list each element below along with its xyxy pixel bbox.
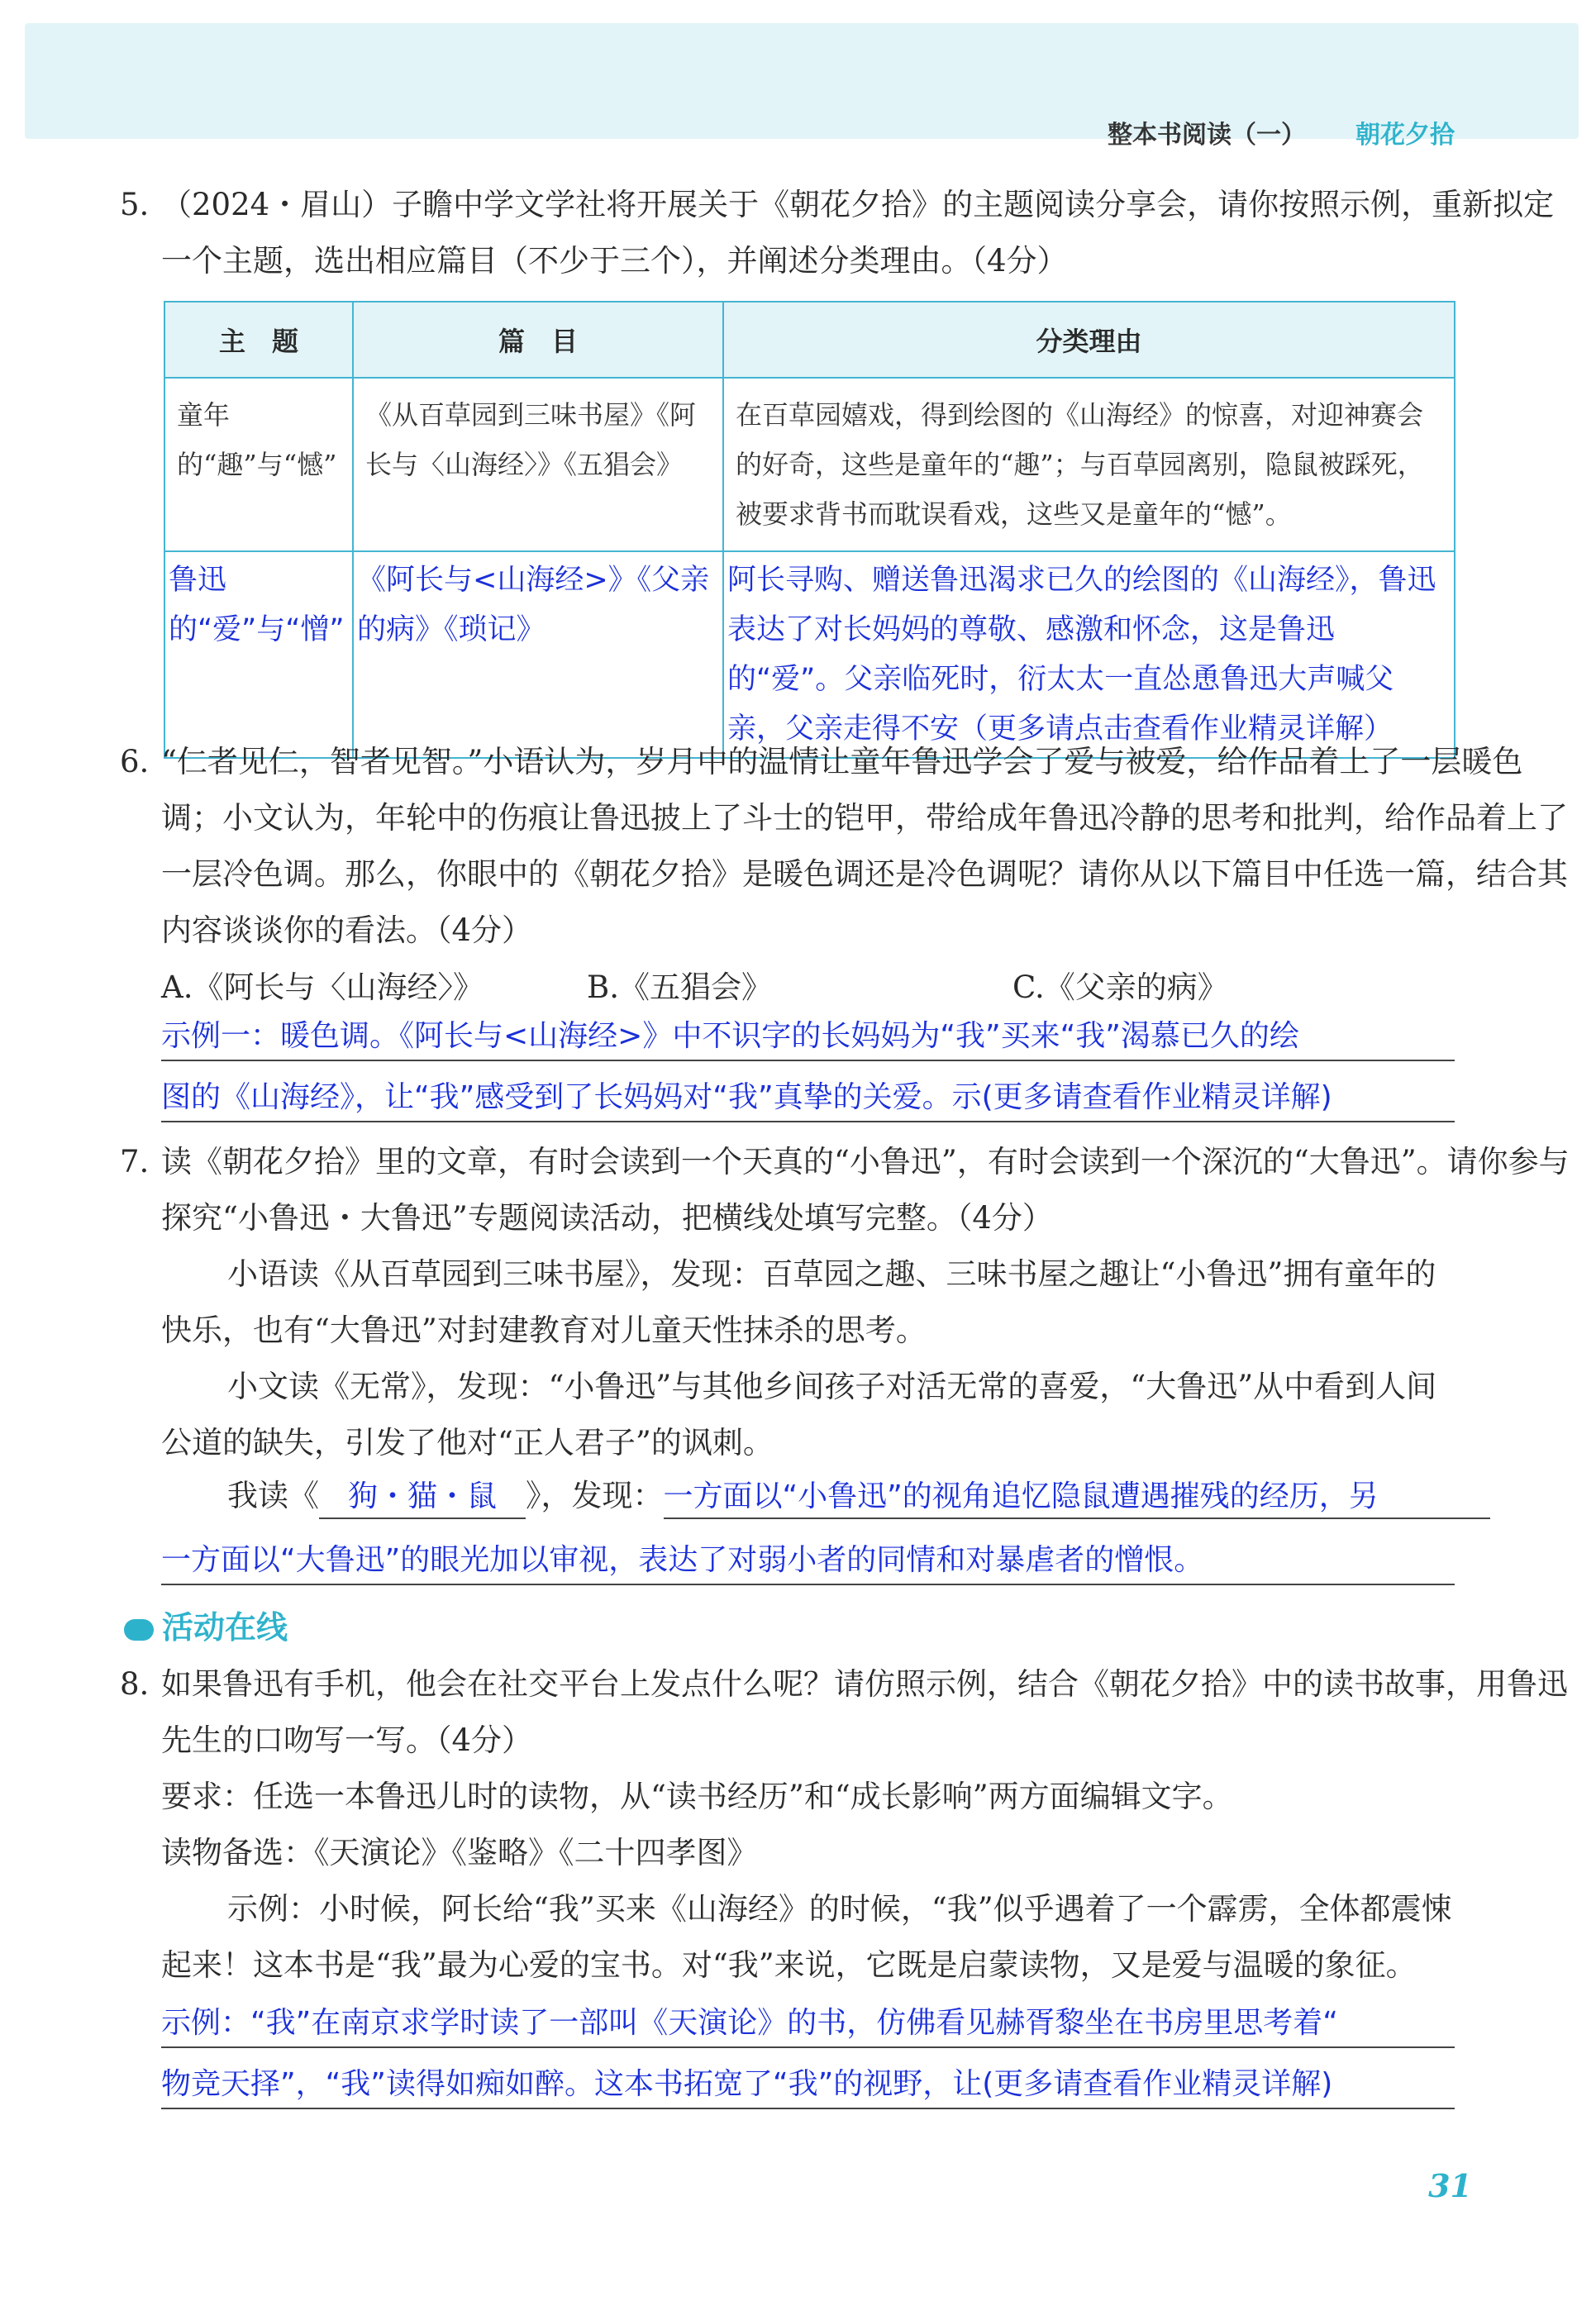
answer-text: 物竞天择”，“我”读得如痴如醉。这本书拓宽了“我”的视野，让(更多请查看作业精灵详解) bbox=[161, 2067, 1333, 2101]
middle-text: 》，发现： bbox=[526, 1478, 664, 1513]
example-topic: 童年的“趣”与“憾” bbox=[164, 378, 353, 551]
question-text: 读《朝花夕拾》里的文章，有时会读到一个天真的“小鲁迅”，有时会读到一个深沉的“大鲁迅”。请你参与探究“小鲁迅・大鲁迅”专题阅读活动，把横线处填写完整。（4分） bbox=[161, 1144, 1570, 1236]
option-c: C.《父亲的病》 bbox=[1012, 970, 1228, 1005]
example-reason: 在百草园嬉戏，得到绘图的《山海经》的惊喜，对迎神赛会的好奇，这些是童年的“趣”；与百草园离别，隐鼠被踩死，被要求背书而耽误看戏，这些又是童年的“憾”。 bbox=[723, 378, 1455, 551]
answer-line bbox=[161, 2053, 1455, 2109]
table-header: 篇 目 bbox=[353, 302, 723, 378]
option-a: A.《阿长与〈山海经〉》 bbox=[161, 970, 484, 1005]
example-titles: 《从百草园到三味书屋》《阿长与〈山海经〉》《五猖会》 bbox=[353, 378, 723, 551]
question-7 bbox=[120, 1134, 1575, 1246]
fill-blank: 狗・猫・鼠 bbox=[319, 1476, 526, 1519]
answer-reason: 阿长寻购、赠送鲁迅渴求已久的绘图的《山海经》，鲁迅表达了对长妈妈的尊敬、感激和怀念，这是鲁迅的“爱”。父亲临死时，衍太太一直怂恿鲁迅大声喊父亲，父亲走得不安（更多请点击查看作业精灵详解） bbox=[723, 551, 1455, 758]
answer-line bbox=[161, 1992, 1455, 2048]
table-header: 分类理由 bbox=[723, 302, 1455, 378]
header-band bbox=[25, 23, 1579, 150]
chapter-title: 整本书阅读（一） bbox=[1108, 121, 1306, 150]
paragraph-fill bbox=[227, 1468, 1490, 1524]
answer-text: 图的《山海经》，让“我”感受到了长妈妈对“我”真挚的关爱。示(更多请查看作业精灵详解) bbox=[161, 1080, 1332, 1114]
page-number: 31 bbox=[1428, 2167, 1472, 2204]
chat-icon bbox=[124, 1619, 154, 1641]
answer-line bbox=[161, 1066, 1455, 1122]
section-title: 活动在线 bbox=[124, 1602, 288, 1647]
question-5 bbox=[120, 177, 1575, 289]
answer-text: 示例一：暖色调。《阿长与<山海经>》中不识字的长妈妈为“我”买来“我”渴慕已久的绘 bbox=[161, 1019, 1299, 1053]
prefix-text: 我读《 bbox=[227, 1478, 319, 1513]
question-number: 6. bbox=[120, 744, 150, 779]
question-8 bbox=[120, 1656, 1575, 1769]
book-list: 读物备选：《天演论》《鉴略》《二十四孝图》 bbox=[161, 1835, 758, 1870]
fill-answer: 一方面以“小鲁迅”的视角追忆隐鼠遭遇摧残的经历，另 bbox=[664, 1476, 1490, 1519]
answer-table bbox=[164, 301, 1455, 759]
option-b: B.《五猖会》 bbox=[587, 970, 772, 1005]
example-paragraph: 示例：小时候，阿长给“我”买来《山海经》的时候，“我”似乎遇着了一个霹雳，全体都震悚起来！这本书是“我”最为心爱的宝书。对“我”来说，它既是启蒙读物，又是爱与温暖的象征。 bbox=[161, 1891, 1452, 1983]
paragraph: 小文读《无常》，发现：“小鲁迅”与其他乡间孩子对活无常的喜爱，“大鲁迅”从中看到人间公道的缺失，引发了他对“正人君子”的讽刺。 bbox=[161, 1369, 1437, 1460]
question-text: “仁者见仁，智者见智。”小语认为，岁月中的温情让童年鲁迅学会了爱与被爱，给作品着上了一层暖色调；小文认为，年轮中的伤痕让鲁迅披上了斗士的铠甲，带给成年鲁迅冷静的思考和批判，给作品着上了一层冷色调。那么，你眼中的《朝花夕拾》是暖色调还是冷色调呢？请你从以下篇目中任选一篇，结合其内容谈谈你的看法。（4分） bbox=[161, 744, 1568, 948]
question-number: 7. bbox=[120, 1144, 150, 1179]
table-header: 主 题 bbox=[164, 302, 353, 378]
answer-text: 示例：“我”在南京求学时读了一部叫《天演论》的书，仿佛看见赫胥黎坐在书房里思考着“ bbox=[161, 2006, 1338, 2040]
requirement: 要求：任选一本鲁迅儿时的读物，从“读书经历”和“成长影响”两方面编辑文字。 bbox=[161, 1779, 1233, 1814]
paragraph: 小语读《从百草园到三味书屋》，发现：百草园之趣、三味书屋之趣让“小鲁迅”拥有童年的快乐，也有“大鲁迅”对封建教育对儿童天性抹杀的思考。 bbox=[161, 1256, 1436, 1348]
question-6 bbox=[120, 734, 1575, 959]
answer-topic: 鲁迅的“爱”与“憎” bbox=[164, 551, 353, 758]
answer-line bbox=[161, 1529, 1455, 1585]
book-title: 朝花夕拾 bbox=[1355, 121, 1455, 150]
question-text: 如果鲁迅有手机，他会在社交平台上发点什么呢？请仿照示例，结合《朝花夕拾》中的读书故事，用鲁迅先生的口吻写一写。（4分） bbox=[161, 1666, 1568, 1758]
answer-titles: 《阿长与<山海经>》《父亲的病》《琐记》 bbox=[353, 551, 723, 758]
question-text: （2024・眉山）子瞻中学文学社将开展关于《朝花夕拾》的主题阅读分享会，请你按照示例，重新拟定一个主题，选出相应篇目（不少于三个），并阐述分类理由。（4分） bbox=[161, 187, 1555, 279]
answer-line bbox=[161, 1005, 1455, 1061]
question-number: 5. bbox=[120, 187, 150, 222]
question-number: 8. bbox=[120, 1666, 150, 1702]
answer-text: 一方面以“大鲁迅”的眼光加以审视，表达了对弱小者的同情和对暴虐者的憎恨。 bbox=[161, 1543, 1204, 1577]
